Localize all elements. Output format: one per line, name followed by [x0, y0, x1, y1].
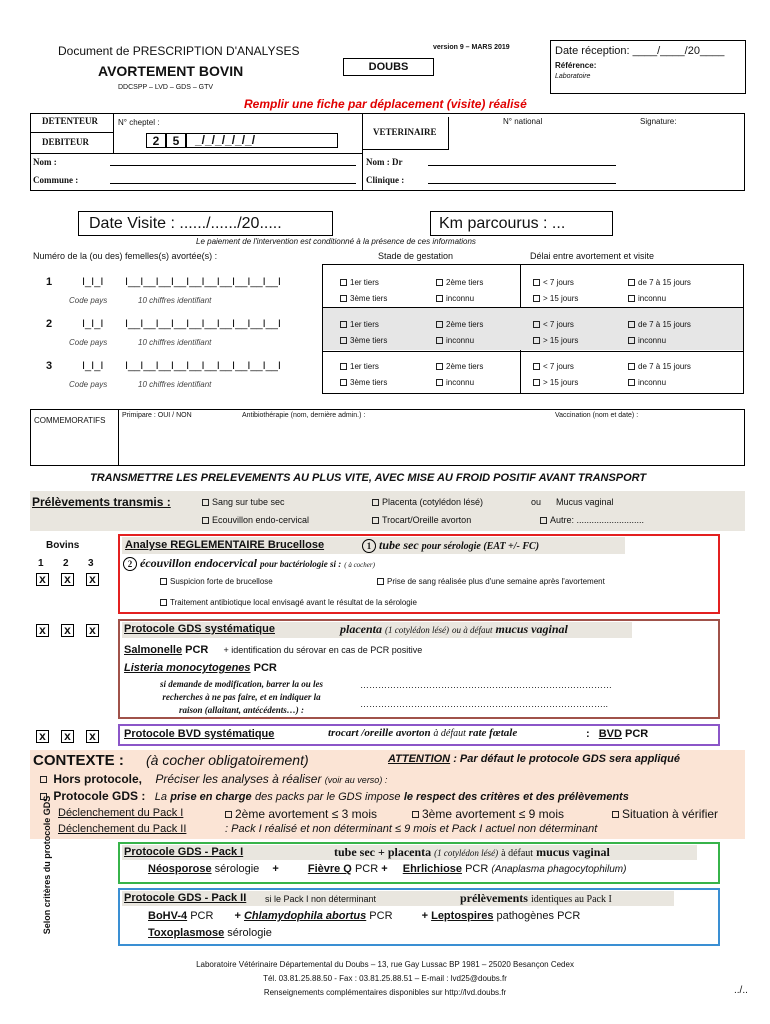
- reference-label: Référence:: [555, 61, 597, 70]
- stage-opt-1[interactable]: 1er tiers: [340, 278, 379, 287]
- delay-opt-4[interactable]: inconnu: [628, 378, 666, 387]
- stage-opt-2[interactable]: 2ème tiers: [436, 320, 483, 329]
- hors-protocole-option[interactable]: Hors protocole, Préciser les analyses à réaliser (voir au verso) :: [40, 772, 387, 786]
- bovin-checkbox[interactable]: x: [36, 730, 49, 743]
- stage-opt-2[interactable]: 2ème tiers: [436, 362, 483, 371]
- gds-title: Protocole GDS systématique: [124, 623, 275, 635]
- id-hint: 10 chiffres identifiant: [138, 380, 212, 389]
- bovin-checkbox[interactable]: x: [61, 573, 74, 586]
- checkbox[interactable]: [412, 811, 419, 818]
- delay-opt-1[interactable]: < 7 jours: [533, 278, 574, 287]
- delay-opt-3[interactable]: > 15 jours: [533, 336, 578, 345]
- footer: [0, 958, 770, 1000]
- female-pays-input[interactable]: I_I_I: [82, 318, 104, 330]
- female-pays-input[interactable]: I_I_I: [82, 276, 104, 288]
- vet-nom-label: Nom : Dr: [366, 157, 403, 167]
- date-reception[interactable]: Date réception: ____/____/20____: [555, 45, 725, 57]
- primipare-label[interactable]: Primipare : OUI / NON: [122, 412, 192, 419]
- delay-opt-1[interactable]: < 7 jours: [533, 362, 574, 371]
- stage-opt-3[interactable]: 3ème tiers: [340, 336, 387, 345]
- id-hint: 10 chiffres identifiant: [138, 338, 212, 347]
- bovin-checkbox[interactable]: x: [61, 624, 74, 637]
- national-label: N° national: [503, 117, 543, 126]
- id-hint: 10 chiffres identifiant: [138, 296, 212, 305]
- cheptel-input[interactable]: _/_/_/_/_/_/: [186, 133, 338, 148]
- lab-label: Laboratoire: [555, 73, 591, 80]
- bruc-c3[interactable]: Traitement antibiotique local envisagé avant le résultat de la sérologie: [160, 598, 417, 607]
- commune-field[interactable]: [110, 183, 356, 184]
- bovin-checkbox[interactable]: x: [86, 730, 99, 743]
- bovin-checkbox[interactable]: x: [36, 624, 49, 637]
- clinique-field[interactable]: [428, 183, 616, 184]
- delay-opt-3[interactable]: > 15 jours: [533, 378, 578, 387]
- stage-opt-4[interactable]: inconnu: [436, 294, 474, 303]
- delay-opt-2[interactable]: de 7 à 15 jours: [628, 278, 691, 287]
- opt1-number: 1: [362, 539, 376, 553]
- code-pays-hint: Code pays: [69, 338, 108, 347]
- bruc-c2[interactable]: Prise de sang réalisée plus d'une semaine après l'avortement: [377, 577, 605, 586]
- checkbox[interactable]: [628, 363, 635, 370]
- footer-line-3: Renseignements complémentaires disponibles sur http://lvd.doubs.fr: [263, 988, 507, 997]
- checkbox[interactable]: [340, 379, 347, 386]
- prel-mucus[interactable]: Mucus vaginal: [556, 497, 614, 507]
- delay-opt-4[interactable]: inconnu: [628, 336, 666, 345]
- gds-sample: placenta (1 cotylédon lésé) ou à défaut mucus vaginal: [340, 622, 568, 636]
- checkbox[interactable]: [372, 499, 379, 506]
- code-pays-hint: Code pays: [69, 380, 108, 389]
- bovin-num-1: 1: [38, 558, 44, 569]
- checkbox[interactable]: [340, 279, 347, 286]
- veterinaire-label: VETERINAIRE: [373, 127, 437, 137]
- checkbox[interactable]: [436, 363, 443, 370]
- stage-opt-3[interactable]: 3ème tiers: [340, 294, 387, 303]
- checkbox[interactable]: [340, 295, 347, 302]
- checkbox[interactable]: [540, 517, 547, 524]
- decl-pack1-c[interactable]: Situation à vérifier: [612, 807, 718, 821]
- debiteur-label: DEBITEUR: [42, 137, 90, 147]
- checkbox[interactable]: [533, 337, 540, 344]
- checkbox[interactable]: [160, 578, 167, 585]
- prelevements-label: Prélèvements transmis :: [32, 495, 171, 509]
- nom-label: Nom :: [33, 157, 57, 167]
- instruction-line: Remplir une fiche par déplacement (visite) réalisé: [244, 97, 527, 111]
- opt2-number: 2: [123, 557, 137, 571]
- footer-line-1: Laboratoire Vétérinaire Départemental du Doubs – 13, rue Gay Lussac BP 1981 – 25020 Besançon Cedex: [196, 960, 574, 969]
- km-field[interactable]: Km parcourus : ...: [430, 211, 613, 236]
- checkbox[interactable]: [628, 379, 635, 386]
- checkbox[interactable]: [436, 337, 443, 344]
- checkbox[interactable]: [533, 321, 540, 328]
- salmonelle-line[interactable]: Salmonelle PCR + identification du sérovar en cas de PCR positive: [124, 644, 423, 656]
- checkbox[interactable]: [40, 776, 47, 783]
- delay-opt-2[interactable]: de 7 à 15 jours: [628, 320, 691, 329]
- female-row-number: 3: [46, 360, 53, 372]
- female-row-number: 2: [46, 318, 53, 330]
- female-id-input[interactable]: I__I__I__I__I__I__I__I__I__I__I: [125, 276, 281, 288]
- checkbox[interactable]: [628, 337, 635, 344]
- female-id-input[interactable]: I__I__I__I__I__I__I__I__I__I__I: [125, 318, 281, 330]
- checkbox[interactable]: [533, 363, 540, 370]
- stage-opt-2[interactable]: 2ème tiers: [436, 278, 483, 287]
- checkbox[interactable]: [628, 295, 635, 302]
- female-pays-input[interactable]: I_I_I: [82, 360, 104, 372]
- bovin-checkbox[interactable]: x: [61, 730, 74, 743]
- pack1-title: Protocole GDS - Pack I: [124, 846, 244, 858]
- delay-opt-3[interactable]: > 15 jours: [533, 294, 578, 303]
- contexte-title: CONTEXTE :: [33, 752, 124, 769]
- prel-or: ou: [531, 497, 542, 507]
- subtitle: DDCSPP – LVD – GDS – GTV: [118, 84, 214, 91]
- pack2-title: Protocole GDS - Pack II: [124, 892, 247, 904]
- checkbox[interactable]: [202, 499, 209, 506]
- cheptel-digit-2: 5: [166, 133, 186, 148]
- vet-nom-field[interactable]: [428, 165, 616, 166]
- delay-opt-4[interactable]: inconnu: [628, 294, 666, 303]
- delay-opt-2[interactable]: de 7 à 15 jours: [628, 362, 691, 371]
- brucellose-opt2[interactable]: 2 écouvillon endocervical pour bactériologie si : ( à cocher): [123, 556, 375, 571]
- delay-opt-1[interactable]: < 7 jours: [533, 320, 574, 329]
- col-delay-header: Délai entre avortement et visite: [530, 251, 655, 261]
- col-stage-header: Stade de gestation: [378, 251, 454, 261]
- checkbox[interactable]: [436, 321, 443, 328]
- decl-pack1-a[interactable]: 2ème avortement ≤ 3 mois: [225, 807, 377, 821]
- nom-field[interactable]: [110, 165, 356, 166]
- decl-pack1-b[interactable]: 3ème avortement ≤ 9 mois: [412, 807, 564, 821]
- version-label: version 9 – MARS 2019: [433, 44, 510, 51]
- department-box: DOUBS: [343, 58, 434, 76]
- gds-dots-2[interactable]: ………………………………………………………………………..: [360, 699, 609, 709]
- side-label: Selon critères du protocole GDS: [42, 795, 52, 935]
- checkbox[interactable]: [628, 321, 635, 328]
- transmit-note: TRANSMETTRE LES PRELEVEMENTS AU PLUS VITE, AVEC MISE AU FROID POSITIF AVANT TRANSPORT: [90, 472, 647, 484]
- checkbox[interactable]: [225, 811, 232, 818]
- commemoratifs-label: COMMEMORATIFS: [34, 416, 106, 425]
- pack2-tests: BoHV-4 PCR + Chlamydophila abortus PCR + Leptospires pathogènes PCR: [148, 910, 581, 922]
- checkbox[interactable]: [533, 379, 540, 386]
- bovins-label: Bovins: [46, 540, 80, 551]
- col-id-header: Numéro de la (ou des) femelles(s) avortée(s) :: [33, 251, 218, 261]
- bruc-c1[interactable]: Suspicion forte de brucellose: [160, 577, 273, 586]
- pack2-prel: prélèvements identiques au Pack I: [460, 891, 612, 905]
- checkbox[interactable]: [377, 578, 384, 585]
- prel-ecouvillon[interactable]: Ecouvillon endo-cervical: [202, 515, 309, 525]
- decl-pack2-text: : Pack I réalisé et non déterminant ≤ 9 mois et Pack I actuel non déterminant: [225, 823, 598, 835]
- protocole-gds-option[interactable]: Protocole GDS : La prise en charge des packs par le GDS impose le respect des critères et des prélèvements: [40, 789, 629, 803]
- antibio-label: Antibiothérapie (nom, dernière admin.) :: [242, 412, 366, 419]
- contexte-attention: ATTENTION : Par défaut le protocole GDS sera appliqué: [388, 753, 680, 765]
- cheptel-label: N° cheptel :: [118, 118, 160, 127]
- bvd-title: Protocole BVD systématique: [124, 728, 275, 740]
- gds-modification-note: si demande de modification, barrer la ou les recherches à ne pas faire, et en indiquer la raison (allaitant, antécédents…) :: [160, 679, 323, 715]
- checkbox[interactable]: [612, 811, 619, 818]
- bovin-num-2: 2: [63, 558, 69, 569]
- bovin-checkbox[interactable]: x: [86, 573, 99, 586]
- vaccination-label: Vaccination (nom et date) :: [555, 412, 639, 419]
- gds-dots-1[interactable]: …………………………………………………………………………: [360, 680, 612, 690]
- clinique-label: Clinique :: [366, 175, 405, 185]
- bovin-checkbox[interactable]: x: [86, 624, 99, 637]
- main-title: AVORTEMENT BOVIN: [98, 63, 244, 79]
- page-indicator: ../..: [734, 985, 748, 996]
- checkbox[interactable]: [340, 337, 347, 344]
- cheptel-digit-1: 2: [146, 133, 166, 148]
- stage-opt-4[interactable]: inconnu: [436, 336, 474, 345]
- checkbox[interactable]: [436, 379, 443, 386]
- stage-opt-1[interactable]: 1er tiers: [340, 320, 379, 329]
- pack2-toxo: Toxoplasmose sérologie: [148, 927, 272, 939]
- detenteur-label: DETENTEUR: [42, 116, 99, 126]
- checkbox[interactable]: [436, 279, 443, 286]
- checkbox[interactable]: [372, 517, 379, 524]
- female-id-input[interactable]: I__I__I__I__I__I__I__I__I__I__I: [125, 360, 281, 372]
- checkbox[interactable]: [533, 279, 540, 286]
- code-pays-hint: Code pays: [69, 296, 108, 305]
- signature-label: Signature:: [640, 117, 677, 126]
- prel-placenta[interactable]: Placenta (cotylédon lésé): [372, 497, 483, 507]
- listeria-line[interactable]: Listeria monocytogenes PCR: [124, 662, 277, 674]
- checkbox[interactable]: [436, 295, 443, 302]
- decl-pack1-label: Déclenchement du Pack I: [58, 807, 184, 819]
- female-row-number: 1: [46, 276, 53, 288]
- prel-trocart[interactable]: Trocart/Oreille avorton: [372, 515, 471, 525]
- checkbox[interactable]: [628, 279, 635, 286]
- brucellose-opt1[interactable]: 1 tube sec pour sérologie (EAT +/- FC): [362, 538, 539, 553]
- contexte-sub: (à cocher obligatoirement): [146, 752, 309, 768]
- stage-opt-3[interactable]: 3ème tiers: [340, 378, 387, 387]
- checkbox[interactable]: [340, 363, 347, 370]
- bovin-checkbox[interactable]: x: [36, 573, 49, 586]
- prel-sang[interactable]: Sang sur tube sec: [202, 497, 285, 507]
- checkbox[interactable]: [202, 517, 209, 524]
- stage-opt-1[interactable]: 1er tiers: [340, 362, 379, 371]
- date-visite-field[interactable]: Date Visite : ....../....../20.....: [78, 211, 333, 236]
- pack1-tests: Néosporose sérologie + Fièvre Q PCR + Ehrlichiose PCR (Anaplasma phagocytophilum): [148, 863, 627, 875]
- checkbox[interactable]: [160, 599, 167, 606]
- checkbox[interactable]: [533, 295, 540, 302]
- bvd-sample: trocart /oreille avorton à défaut rate fœtale: [328, 727, 518, 739]
- commune-label: Commune :: [33, 175, 79, 185]
- doc-title: Document de PRESCRIPTION D'ANALYSES: [58, 44, 300, 58]
- stage-opt-4[interactable]: inconnu: [436, 378, 474, 387]
- payment-note: Le paiement de l'intervention est conditionné à la présence de ces informations: [196, 237, 476, 246]
- pack1-sample: tube sec + placenta (1 cotylédon lésé) à défaut mucus vaginal: [334, 845, 610, 859]
- prel-autre[interactable]: Autre: ...........................: [540, 515, 644, 525]
- bvd-test: : BVD PCR: [586, 728, 649, 740]
- checkbox[interactable]: [340, 321, 347, 328]
- reception-box: [550, 40, 746, 94]
- footer-line-2: Tél. 03.81.25.88.50 - Fax : 03.81.25.88.51 – E-mail : lvd25@doubs.fr: [263, 974, 507, 983]
- decl-pack2-label: Déclenchement du Pack II: [58, 823, 187, 835]
- brucellose-title: Analyse REGLEMENTAIRE Brucellose: [125, 539, 325, 551]
- pack2-cond: si le Pack I non déterminant: [265, 894, 377, 904]
- bovin-num-3: 3: [88, 558, 94, 569]
